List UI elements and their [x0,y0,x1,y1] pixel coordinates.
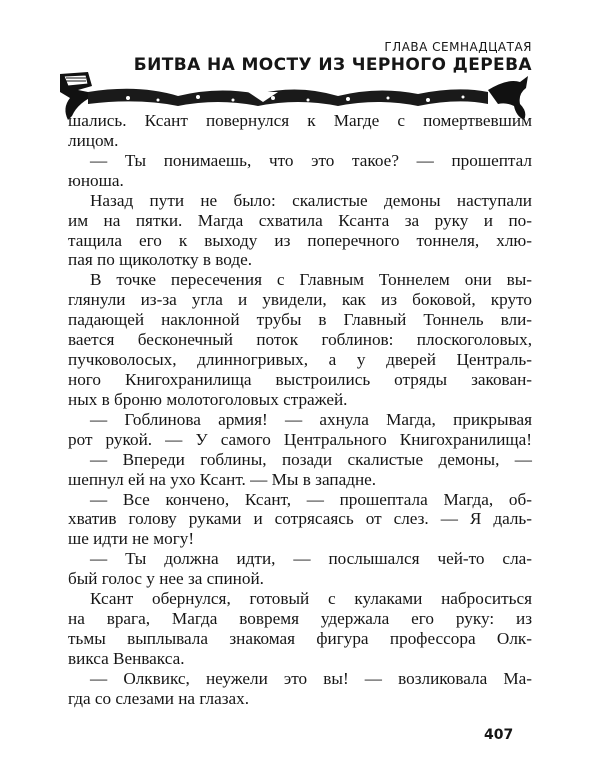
text-line: — Гоблинова армия! — ахнула Магда, прикрывая [90,409,532,429]
text-line: — Все кончено, Ксант, — прошептала Магда, об- [90,489,532,509]
text-line: ных в броню молотоголовых стражей. [68,389,348,409]
text-line: шепнул ей на ухо Ксант. — Мы в западне. [68,469,377,489]
text-line: падающей наклонной трубы в Главный Тоннель вли- [68,310,532,330]
text-line: пая по щиколотку в воде. [68,250,253,270]
text-line: вается бесконечный поток гоблинов: плоскоголовых, [68,330,532,350]
text-line: пучковолосых, длинногривых, а у дверей Централь- [68,350,532,370]
text-line: Ксант обернулся, готовый с кулаками наброситься [90,589,532,609]
text-line: на врага, Магда вовремя удержала его руку: из [68,609,532,629]
text-line: шались. Ксант повернулся к Магде с помертвевшим [68,111,532,130]
page-number: 407 [484,727,514,743]
text-line: бый голос у нее за спиной. [68,569,264,589]
text-line: тьмы выплывала знакомая фигура профессора Олк- [68,628,532,648]
text-line: юноша. [68,170,124,190]
text-line: — Ты понимаешь, что это такое? — прошептал [90,150,532,170]
text-line: глянули из-за угла и увидели, как из боковой, круто [68,290,532,310]
text-line: им на пятки. Магда схватила Ксанта за руку и по- [68,210,532,230]
text-line: — Ты должна идти, — послышался чей-то сла- [90,549,532,569]
text-line: В точке пересечения с Главным Тоннелем они вы- [90,270,532,290]
body-text [68,111,532,709]
text-line: тащила его к выходу из поперечного тоннеля, хлю- [68,230,532,250]
text-line: лицом. [68,130,119,150]
chapter-title: БИТВА НА МОСТУ ИЗ ЧЕРНОГО ДЕРЕВА [133,55,532,75]
text-line: гда со слезами на глазах. [68,688,250,708]
text-line: — Впереди гоблины, позади скалистые демоны, — [90,449,532,469]
text-line: викса Венвакса. [68,648,185,668]
text-line: хватив голову руками и сотрясаясь от слез. — Я даль- [68,509,532,529]
text-line: ного Книгохранилища выстроились отряды закован- [68,369,532,389]
text-line: ше идти не могу! [68,529,195,549]
chapter-label: ГЛАВА СЕМНАДЦАТАЯ [384,40,532,54]
text-line: Назад пути не было: скалистые демоны наступали [90,190,532,210]
text-line: рот рукой. — У самого Центрального Книгохранилища! [68,429,532,449]
text-line: — Олквикс, неужели это вы! — возликовала Ма- [90,668,532,688]
